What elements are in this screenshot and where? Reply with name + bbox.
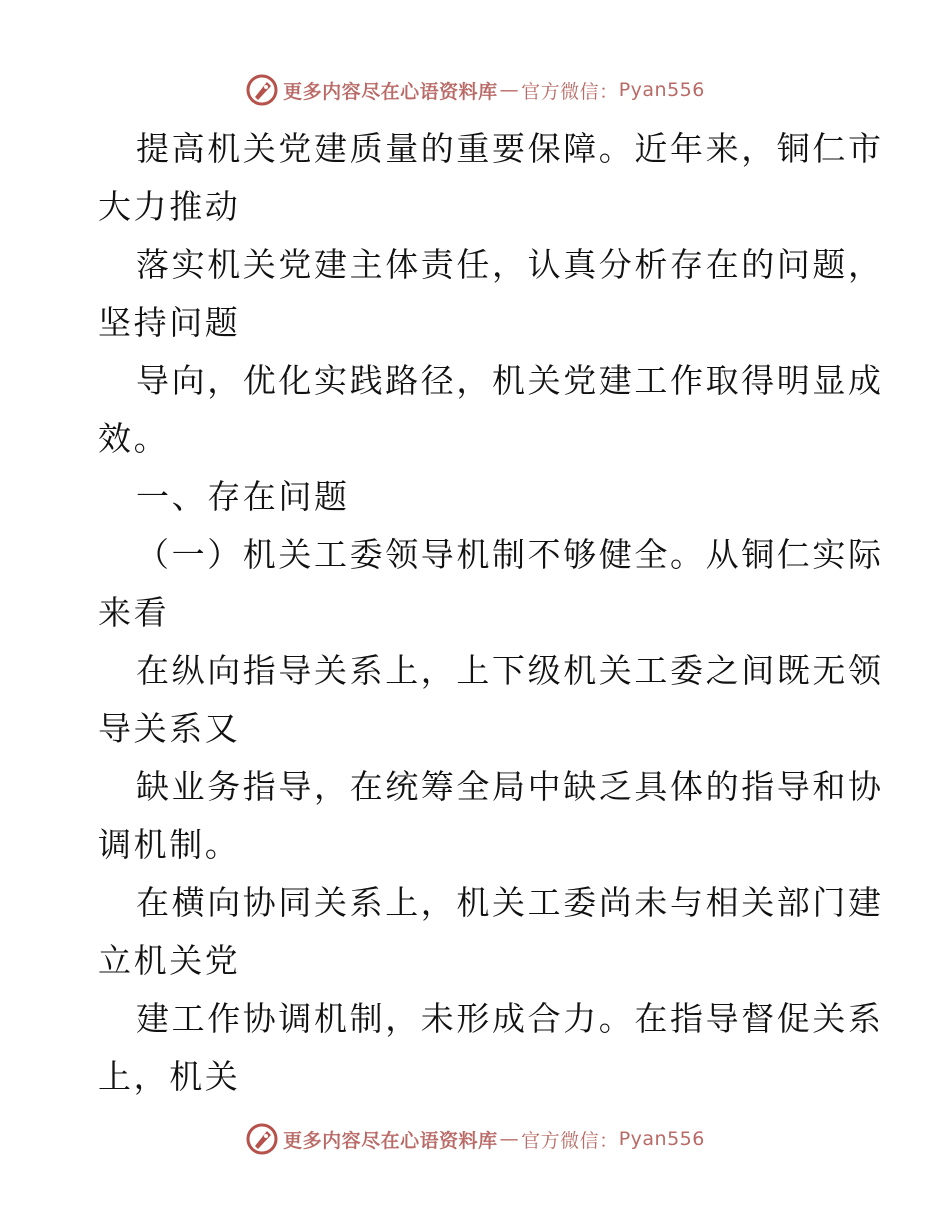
text-line: 建工作协调机制，未形成合力。在指导督促关系 xyxy=(136,999,884,1038)
banner-wechat-id: Pyan556 xyxy=(618,79,705,101)
text-line: 上，机关 xyxy=(98,1057,241,1096)
header-banner xyxy=(0,70,950,110)
text-line: 立机关党 xyxy=(98,941,241,980)
text-line: 提高机关党建质量的重要保障。近年来，铜仁市 xyxy=(136,129,884,168)
document-body xyxy=(98,120,884,1106)
text-line: 导关系又 xyxy=(98,709,241,748)
section-heading: 一、存在问题 xyxy=(136,477,350,516)
banner-dash: — xyxy=(499,79,520,101)
text-line: 坚持问题 xyxy=(98,303,241,342)
banner-official-label: 官方微信： xyxy=(521,80,619,103)
footer-banner xyxy=(0,1119,950,1159)
pen-nib-seal-icon xyxy=(245,73,279,107)
pen-nib-seal-icon xyxy=(245,1122,279,1156)
subsection-heading: （一）机关工委领导机制不够健全。从铜仁实际 xyxy=(136,535,884,574)
text-line: 落实机关党建主体责任，认真分析存在的问题， xyxy=(136,245,884,284)
text-line: 缺业务指导，在统筹全局中缺乏具体的指导和协 xyxy=(136,767,884,806)
text-line: 在横向协同关系上，机关工委尚未与相关部门建 xyxy=(136,883,884,922)
banner-official-label: 官方微信： xyxy=(521,1129,619,1152)
banner-brand-text: 更多内容尽在心语资料库 xyxy=(283,1129,498,1152)
text-line: 效。 xyxy=(98,419,170,458)
banner-brand-text: 更多内容尽在心语资料库 xyxy=(283,80,498,103)
text-line: 调机制。 xyxy=(98,825,241,864)
text-line: 来看 xyxy=(98,593,170,632)
banner-wechat-id: Pyan556 xyxy=(618,1128,705,1150)
text-line: 在纵向指导关系上，上下级机关工委之间既无领 xyxy=(136,651,884,690)
text-line: 导向，优化实践路径，机关党建工作取得明显成 xyxy=(136,361,884,400)
text-line: 大力推动 xyxy=(98,187,241,226)
banner-dash: — xyxy=(499,1128,520,1150)
